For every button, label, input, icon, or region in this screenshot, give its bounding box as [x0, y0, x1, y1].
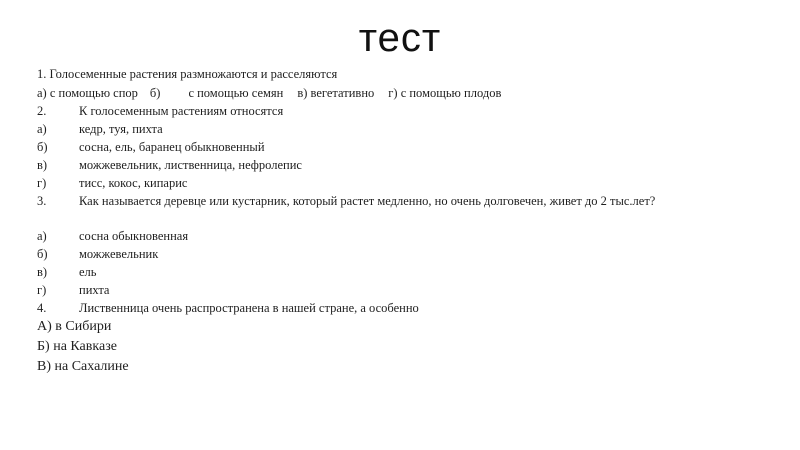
question-4-text: Лиственница очень распространена в нашей стране, а особенно: [79, 301, 419, 315]
option-marker: в): [37, 158, 48, 172]
slide-title: тест: [358, 16, 442, 60]
option-text: пихта: [79, 283, 110, 297]
option-marker: г): [37, 176, 47, 190]
question-1-text: 1. Голосеменные растения размножаются и расселяются: [37, 67, 338, 81]
question-4-number: 4.: [37, 301, 47, 315]
q1-option-g: г) с помощью плодов: [388, 86, 502, 100]
question-2: [37, 103, 283, 119]
question-2-number: 2.: [37, 104, 47, 118]
option-text: ель: [79, 265, 97, 279]
option-text: можжевельник, лиственница, нефролепис: [79, 158, 302, 172]
q2-option-a: [37, 121, 163, 137]
q3-option-a: [37, 228, 188, 244]
option-marker: б): [37, 140, 48, 154]
option-text: можжевельник: [79, 247, 159, 261]
question-4: [37, 300, 419, 316]
q3-option-v: [37, 264, 97, 280]
option-text: кедр, туя, пихта: [79, 122, 163, 136]
question-3: [37, 193, 655, 209]
option-text: тисс, кокос, кипарис: [79, 176, 188, 190]
option-text: сосна обыкновенная: [79, 229, 189, 243]
q1-option-v: в) вегетативно: [297, 86, 375, 100]
q3-option-b: [37, 246, 158, 262]
option-marker: а): [37, 229, 47, 243]
q2-option-b: [37, 139, 265, 155]
q4-option-b: Б) на Кавказе: [37, 339, 117, 354]
q4-option-v: В) на Сахалине: [37, 359, 129, 374]
q2-option-g: [37, 175, 187, 191]
option-marker: в): [37, 265, 48, 279]
option-marker: а): [37, 122, 47, 136]
question-2-text: К голосеменным растениям относятся: [79, 104, 284, 118]
q1-option-b-text: с помощью семян: [188, 86, 284, 100]
q3-option-g: [37, 282, 109, 298]
option-text: сосна, ель, баранец обыкновенный: [79, 140, 265, 154]
option-marker: б): [37, 247, 48, 261]
q1-option-a: а) с помощью спор: [37, 86, 138, 100]
question-3-number: 3.: [37, 194, 47, 208]
q4-option-a: А) в Сибири: [37, 319, 112, 334]
option-marker: г): [37, 283, 47, 297]
question-3-text: Как называется деревце или кустарник, который растет медленно, но очень долговечен, живет до 2 тыс.лет?: [79, 194, 656, 208]
question-1-options: [37, 85, 501, 101]
q1-option-b-marker: б): [149, 86, 161, 100]
q2-option-v: [37, 157, 302, 173]
